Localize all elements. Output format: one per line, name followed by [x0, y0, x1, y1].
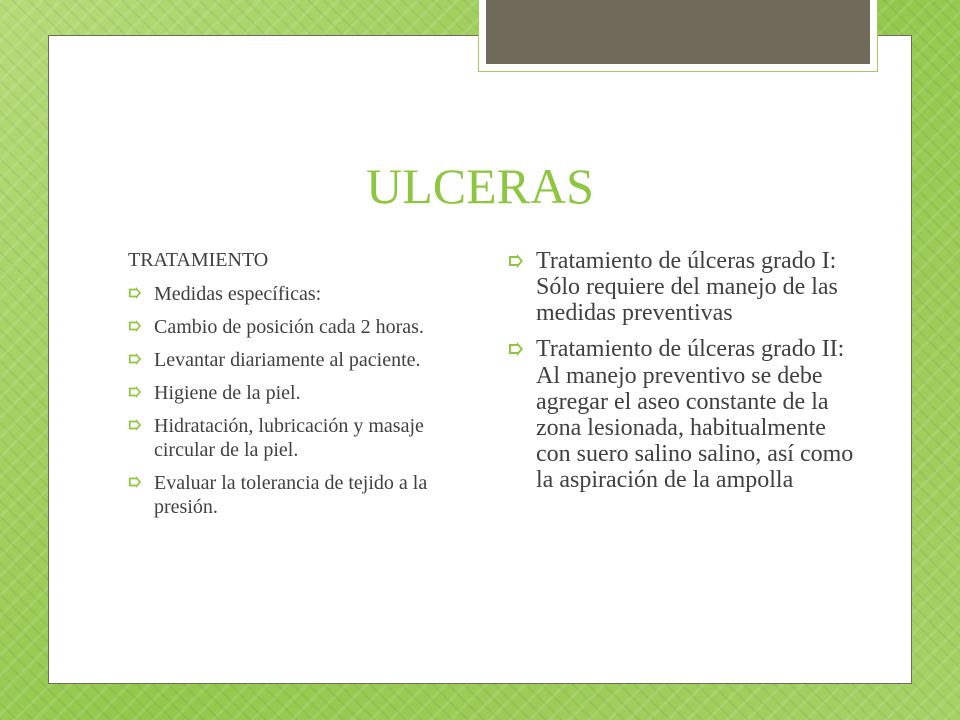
list-item-text: Medidas específicas: — [154, 283, 322, 305]
bullet-icon — [128, 385, 142, 399]
list-item-text: Evaluar la tolerancia de tejido a la presión. — [154, 472, 428, 518]
list-item — [128, 348, 468, 372]
slide-title: ULCERAS — [366, 158, 594, 214]
list-item-text: Hidratación, lubricación y masaje circular de la piel. — [154, 415, 424, 461]
bullet-icon — [128, 352, 142, 366]
bullet-icon — [128, 319, 142, 333]
list-item — [128, 414, 468, 462]
list-item — [128, 471, 468, 519]
list-item — [128, 282, 468, 306]
bullet-icon — [508, 253, 524, 269]
list-item-text: Levantar diariamente al paciente. — [154, 349, 421, 371]
list-item-text: Tratamiento de úlceras grado II: Al manejo preventivo se debe agregar el aseo constante de la zona lesionada, habitualmente con suero salino salino, así como la aspiración de la ampolla — [536, 336, 854, 494]
section-heading: TRATAMIENTO — [128, 249, 269, 271]
list-item-text: Higiene de la piel. — [154, 382, 301, 404]
list-item — [508, 336, 858, 493]
list-item — [508, 248, 858, 326]
bullet-icon — [128, 286, 142, 300]
bullet-icon — [128, 418, 142, 432]
left-content-column — [128, 248, 468, 528]
bullet-icon — [508, 341, 524, 357]
right-content-column — [508, 248, 858, 503]
left-bullet-list — [128, 282, 468, 519]
decorative-tab — [486, 0, 870, 64]
list-item — [128, 381, 468, 405]
list-item-text: Cambio de posición cada 2 horas. — [154, 316, 424, 338]
right-bullet-list — [508, 248, 858, 493]
list-item — [128, 315, 468, 339]
bullet-icon — [128, 475, 142, 489]
list-item-text: Tratamiento de úlceras grado I: Sólo requiere del manejo de las medidas preventivas — [536, 248, 838, 327]
